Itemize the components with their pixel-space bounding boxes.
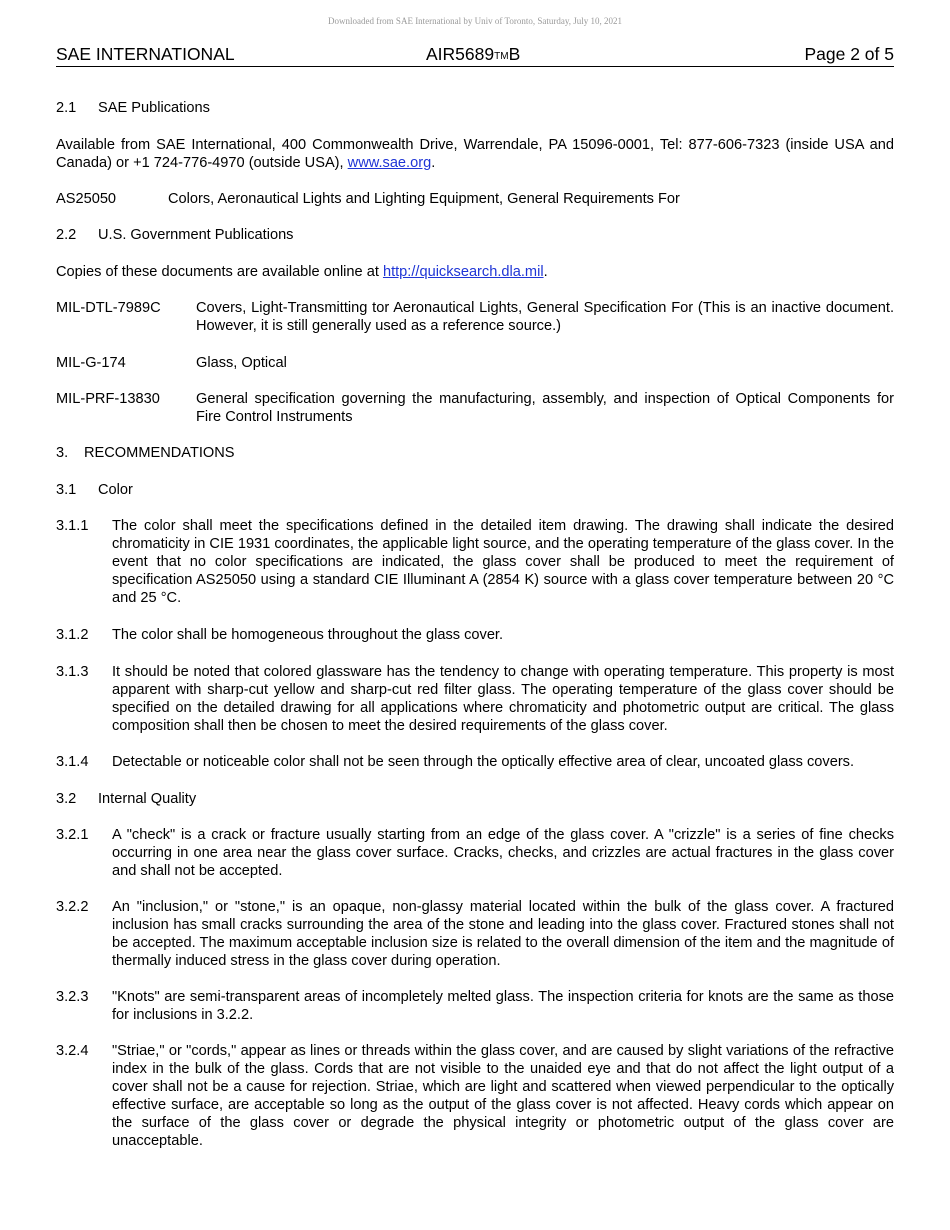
- reference-entry: [56, 354, 894, 372]
- gov-availability-paragraph: [56, 263, 894, 281]
- paragraph-number: 3.2.1: [56, 827, 89, 843]
- page-header: [56, 44, 894, 67]
- sae-website-link[interactable]: www.sae.org: [347, 155, 432, 171]
- section-heading-3-1: [56, 481, 894, 499]
- numbered-paragraph: [56, 898, 894, 970]
- header-page-number: Page 2 of 5: [804, 44, 894, 64]
- paragraph-text: Detectable or noticeable color shall not be seen through the optically effective area of clear, uncoated glass covers.: [112, 754, 855, 770]
- paragraph-text: The color shall meet the specifications defined in the detailed item drawing. The drawing shall indicate the desired chromaticity in CIE 1931 coordinates, the applicable light source, and the operating temperature of the glass cover. In the event that no color specifications are indicated, the glass cover shall be produced to meet the requirement of specification AS25050 using a standard CIE Illuminant A (2854 K) source with a glass cover temperature between 20 °C and 25 °C.: [112, 518, 894, 606]
- paragraph-number: 3.2.2: [56, 899, 89, 915]
- section-heading-2-2: [56, 226, 894, 244]
- section-title: SAE Publications: [98, 100, 210, 116]
- reference-description: Colors, Aeronautical Lights and Lighting Equipment, General Requirements For: [168, 191, 680, 207]
- reference-code: MIL-G-174: [56, 355, 126, 371]
- numbered-paragraph: [56, 663, 894, 735]
- download-watermark: Downloaded from SAE International by Univ of Toronto, Saturday, July 10, 2021: [327, 16, 623, 26]
- doc-suffix: B: [508, 44, 521, 64]
- section-number: 3.: [56, 445, 69, 461]
- punctuation: .: [543, 264, 548, 280]
- numbered-paragraph: [56, 626, 894, 644]
- numbered-paragraph: [56, 753, 894, 771]
- paragraph-text: The color shall be homogeneous throughout the glass cover.: [112, 627, 504, 643]
- punctuation: .: [431, 155, 436, 171]
- reference-entry: [56, 190, 894, 208]
- section-title: U.S. Government Publications: [98, 227, 294, 243]
- paragraph-number: 3.1.4: [56, 754, 89, 770]
- header-doc-code: [426, 44, 520, 65]
- paragraph-text: "Striae," or "cords," appear as lines or threads within the glass cover, and are caused by slight variations of the refractive index in the bulk of the glass. Cords that are not visible to the unaided eye and that do not affect the light output of a cover shall not be a cause for rejection. Striae, which are light and scattered when viewed perpendicular to the optically effective surface, are acceptable so long as the output of the glass cover is not affected. Heavy cords which appear on the surface of the glass cover or degrade the physical integrity or photometric output of the glass cover are unacceptable.: [112, 1043, 894, 1149]
- sae-availability-text: Available from SAE International, 400 Commonwealth Drive, Warrendale, PA 15096-0001, Tel: 877-606-7323 (inside USA and Canada) or +1 724-776-4970 (outside USA),: [56, 137, 894, 171]
- header-org: SAE INTERNATIONAL: [56, 44, 235, 64]
- reference-description: Covers, Light-Transmitting tor Aeronautical Lights, General Specification For (This is an inactive document. However, it is still generally used as a reference source.): [196, 300, 894, 334]
- paragraph-text: "Knots" are semi-transparent areas of incompletely melted glass. The inspection criteria for knots are the same as those for inclusions in 3.2.2.: [112, 989, 894, 1023]
- numbered-paragraph: [56, 988, 894, 1024]
- trademark-mark: TM: [494, 51, 509, 62]
- reference-description: General specification governing the manufacturing, assembly, and inspection of Optical Components for Fire Control Instruments: [196, 391, 894, 425]
- reference-code: MIL-PRF-13830: [56, 391, 160, 407]
- paragraph-number: 3.2.3: [56, 989, 89, 1005]
- paragraph-number: 3.1.2: [56, 627, 89, 643]
- section-number: 3.2: [56, 791, 77, 807]
- reference-entry: [56, 390, 894, 426]
- numbered-paragraph: [56, 517, 894, 607]
- section-heading-3: [56, 444, 894, 462]
- paragraph-text: A "check" is a crack or fracture usually starting from an edge of the glass cover. A "crizzle" is a series of fine checks occurring in one area near the glass cover surface. Cracks, checks, and crizzles are actual fractures in the glass cover and shall not be accepted.: [112, 827, 894, 879]
- reference-description: Glass, Optical: [196, 355, 287, 371]
- reference-code: AS25050: [56, 191, 117, 207]
- paragraph-number: 3.1.3: [56, 664, 89, 680]
- numbered-paragraph: [56, 1042, 894, 1150]
- reference-code: MIL-DTL-7989C: [56, 300, 161, 316]
- paragraph-number: 3.2.4: [56, 1043, 89, 1059]
- section-title: RECOMMENDATIONS: [84, 445, 235, 461]
- paragraph-text: An "inclusion," or "stone," is an opaque, non-glassy material located within the bulk of the glass cover. A fractured inclusion has small cracks surrounding the area of the stone and leading into the glass cover. Fractured stones shall not be accepted. The maximum acceptable inclusion size is related to the overall dimension of the item and the magnitude of thermally induced stress in the glass cover during operation.: [112, 899, 894, 969]
- doc-code: AIR5689: [426, 44, 495, 64]
- section-number: 3.1: [56, 482, 77, 498]
- reference-entry: [56, 299, 894, 335]
- section-heading-3-2: [56, 790, 894, 808]
- section-heading-2-1: [56, 99, 894, 117]
- quicksearch-link[interactable]: http://quicksearch.dla.mil: [382, 264, 544, 280]
- section-title: Color: [98, 482, 133, 498]
- gov-availability-text: Copies of these documents are available online at: [56, 264, 383, 280]
- section-number: 2.2: [56, 227, 77, 243]
- section-number: 2.1: [56, 100, 77, 116]
- paragraph-text: It should be noted that colored glassware has the tendency to change with operating temperature. This property is most apparent with sharp-cut yellow and sharp-cut red filter glass. The operating temperature of the glass cover should be specified on the detailed drawing for all applications where chromaticity and photometric output are critical. The glass composition shall then be chosen to meet the desired requirements of the glass cover.: [112, 664, 894, 734]
- section-title: Internal Quality: [98, 791, 197, 807]
- sae-availability-paragraph: [56, 136, 894, 172]
- paragraph-number: 3.1.1: [56, 518, 89, 534]
- numbered-paragraph: [56, 826, 894, 880]
